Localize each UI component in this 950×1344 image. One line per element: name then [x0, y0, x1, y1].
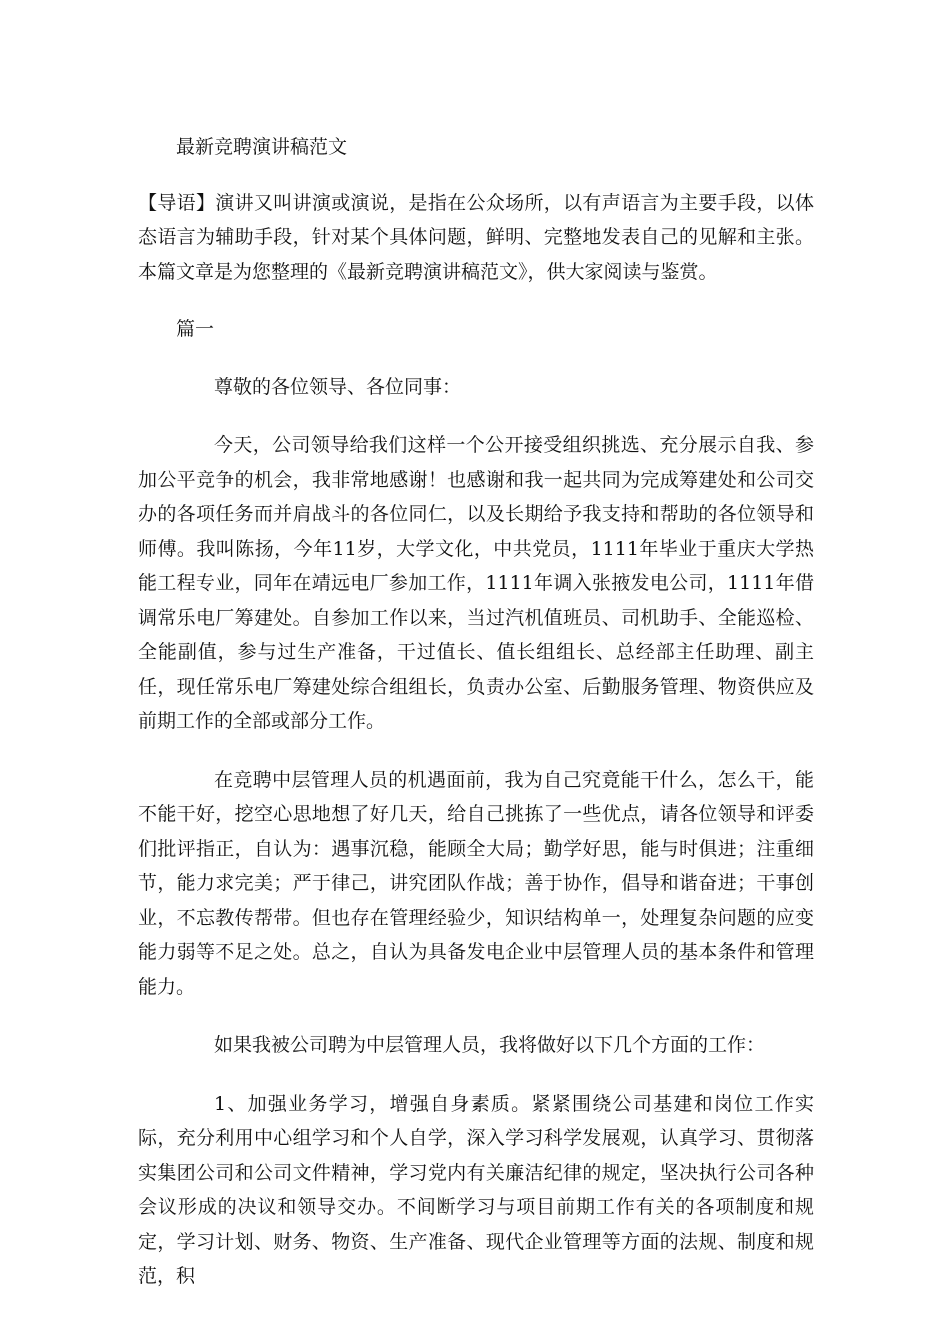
intro-paragraph: 【导语】演讲又叫讲演或演说，是指在公众场所，以有声语言为主要手段，以体态语言为辅助手段，针对某个具体问题，鲜明、完整地发表自己的见解和主张。本篇文章是为您整理的《最新竞聘演讲稿范文》，供大家阅读与鉴赏。	[138, 191, 814, 283]
section-label: 篇一	[176, 318, 215, 340]
body-paragraph: 1、加强业务学习，增强自身素质。紧紧围绕公司基建和岗位工作实际，充分利用中心组学习和个人自学，深入学习科学发展观，认真学习、贯彻落实集团公司和公司文件精神，学习党内有关廉洁纪律的规定，坚决执行公司各种会议形成的决议和领导交办。不间断学习与项目前期工作有关的各项制度和规定，学习计划、财务、物资、生产准备、现代企业管理等方面的法规、制度和规范，积	[138, 1092, 814, 1287]
document-title: 最新竞聘演讲稿范文	[176, 136, 348, 158]
body-paragraph: 今天，公司领导给我们这样一个公开接受组织挑选、充分展示自我、参加公平竞争的机会，我非常地感谢！也感谢和我一起共同为完成筹建处和公司交办的各项任务而并肩战斗的各位同仁，以及长期给予我支持和帮助的各位领导和师傅。我叫陈扬，今年11岁，大学文化，中共党员，1111年毕业于重庆大学热能工程专业，同年在靖远电厂参加工作，1111年调入张掖发电公司，1111年借调常乐电厂筹建处。自参加工作以来，当过汽机值班员、司机助手、全能巡检、全能副值，参与过生产准备，干过值长、值长组组长、总经部主任助理、副主任，现任常乐电厂筹建处综合组组长，负责办公室、后勤服务管理、物资供应及前期工作的全部或部分工作。	[138, 434, 814, 732]
body-paragraph: 如果我被公司聘为中层管理人员，我将做好以下几个方面的工作：	[214, 1034, 766, 1056]
salutation-paragraph: 尊敬的各位领导、各位同事：	[214, 375, 462, 398]
body-paragraph: 在竞聘中层管理人员的机遇面前，我为自己究竟能干什么，怎么干，能不能干好，挖空心思地想了好几天，给自己挑拣了一些优点，请各位领导和评委们批评指正，自认为：遇事沉稳，能顾全大局；勤学好思，能与时俱进；注重细节，能力求完美；严于律己，讲究团队作战；善于协作，倡导和谐奋进；干事创业，不忘教传帮带。但也存在管理经验少，知识结构单一，处理复杂问题的应变能力弱等不足之处。总之，自认为具备发电企业中层管理人员的基本条件和管理能力。	[138, 768, 814, 998]
document-page	[138, 130, 814, 1294]
